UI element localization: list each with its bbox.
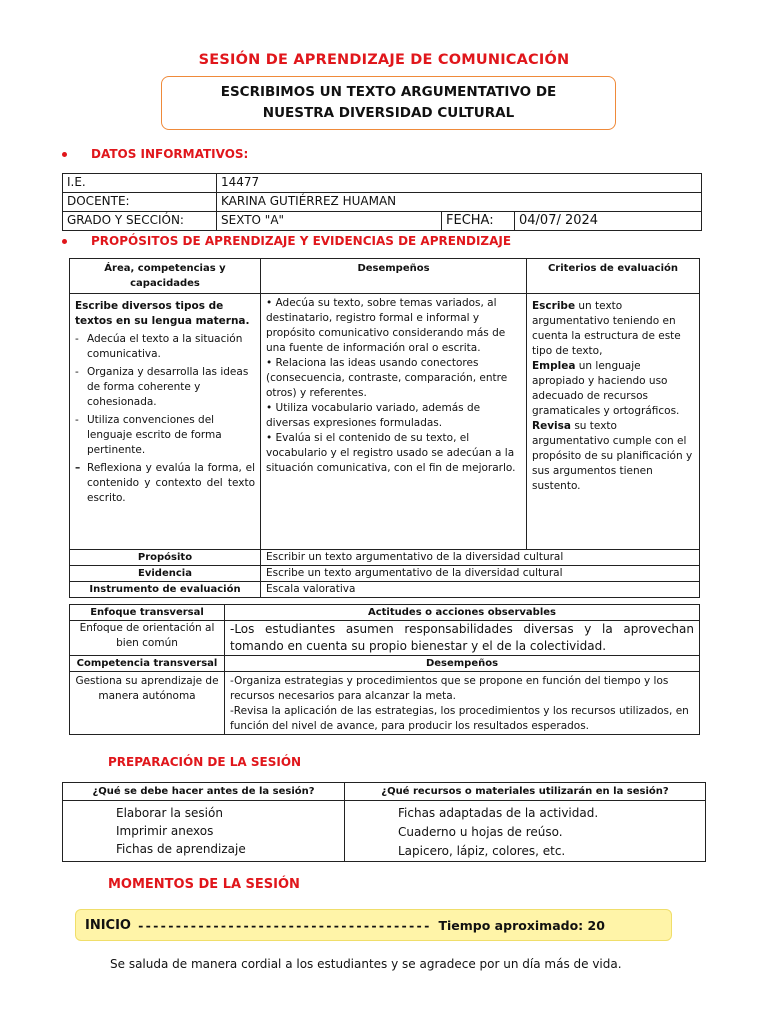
saludo-text: Se saluda de manera cordial a los estudiantes y se agradece por un día más de vida. <box>110 957 622 971</box>
criterio-item: Revisa su texto argumentativo cumple con el propósito de su planificación y sus argumentos tienen sustento. <box>532 420 693 492</box>
antes-item: Elaborar la sesión <box>116 806 223 820</box>
area-cell <box>70 294 261 550</box>
col-competencia-transversal: Competencia transversal <box>70 656 225 672</box>
desempenos-cell <box>261 294 527 550</box>
desempeno-item: • Relaciona las ideas usando conectores (consecuencia, contraste, comparación, entre otros) y referentes. <box>266 357 508 399</box>
col-desempenos: Desempeños <box>261 259 527 294</box>
enfoque-value: Enfoque de orientación al bien común <box>70 621 225 656</box>
session-title-box <box>161 76 616 130</box>
col-enfoque: Enfoque transversal <box>70 605 225 621</box>
proposito-label: Propósito <box>70 550 261 566</box>
preparacion-table <box>62 782 706 862</box>
docente-label: DOCENTE: <box>63 193 217 212</box>
desempeno-transversal-1: -Organiza estrategias y procedimientos que se propone en función del tiempo y los recursos necesarios para alcanzar la meta. <box>230 675 669 702</box>
enfoque-table <box>69 604 700 735</box>
competencia-text: Escribe diversos tipos de textos en su lengua materna. <box>75 300 250 327</box>
fecha-label: FECHA: <box>442 212 515 231</box>
col-criterios: Criterios de evaluación <box>527 259 700 294</box>
propositos-heading-text: PROPÓSITOS DE APRENDIZAJE Y EVIDENCIAS DE APRENDIZAJE <box>91 234 512 248</box>
antes-item: Imprimir anexos <box>116 824 214 838</box>
docente-value: KARINA GUTIÉRREZ HUAMAN <box>217 193 702 212</box>
capacidad-item: - Organiza y desarrolla las ideas de forma coherente y cohesionada. <box>75 365 255 410</box>
criterio-item: Escribe un texto argumentativo teniendo en cuenta la estructura de este tipo de texto, <box>532 300 681 357</box>
col-antes: ¿Qué se debe hacer antes de la sesión? <box>63 783 345 801</box>
capacidades-list <box>75 332 255 506</box>
competencia-transversal-value: Gestiona su aprendizaje de manera autónoma <box>70 672 225 735</box>
inicio-label: INICIO <box>85 917 131 933</box>
capacidad-item: - Adecúa el texto a la situación comunicativa. <box>75 332 255 362</box>
proposito-value: Escribir un texto argumentativo de la diversidad cultural <box>261 550 700 566</box>
evidencia-label: Evidencia <box>70 566 261 582</box>
recursos-cell <box>345 801 706 862</box>
recurso-item: Cuaderno u hojas de reúso. <box>398 825 563 839</box>
desempenos-transversal-value <box>225 672 700 735</box>
inicio-dashes: --------------------------------------- <box>136 917 431 933</box>
datos-heading <box>62 147 248 161</box>
actitudes-value: -Los estudiantes asumen responsabilidades diversas y la aprovechan tomando en cuenta su propio bienestar y el de la colectividad. <box>225 621 700 656</box>
momentos-heading-text: MOMENTOS DE LA SESIÓN <box>108 877 300 892</box>
datos-table <box>62 173 702 231</box>
inicio-bar <box>75 909 672 941</box>
instrumento-label: Instrumento de evaluación <box>70 582 261 598</box>
grado-label: GRADO Y SECCIÓN: <box>63 212 217 231</box>
bullet-icon <box>62 239 67 244</box>
inicio-tiempo: Tiempo aproximado: 20 <box>438 917 605 933</box>
preparacion-heading <box>108 755 301 769</box>
session-title-line-1: ESCRIBIMOS UN TEXTO ARGUMENTATIVO DE <box>220 84 557 100</box>
antes-cell <box>63 801 345 862</box>
antes-item: Fichas de aprendizaje <box>116 842 246 856</box>
fecha-value: 04/07/ 2024 <box>515 212 702 231</box>
desempeno-item: • Evalúa si el contenido de su texto, el vocabulario y el registro usado se adecúan a la situación comunicativa, con el fin de mejorarlo. <box>266 432 516 474</box>
desempeno-item: • Adecúa su texto, sobre temas variados, al destinatario, registro formal e informal y propósito comunicativo considerando más de una fuente de información oral o escrita. <box>266 297 506 354</box>
col-desempenos-transversal: Desempeños <box>225 656 700 672</box>
ie-value: 14477 <box>217 174 702 193</box>
datos-heading-text: DATOS INFORMATIVOS: <box>91 147 249 161</box>
document-title: SESIÓN DE APRENDIZAJE DE COMUNICACIÓN <box>198 52 570 68</box>
recurso-item: Fichas adaptadas de la actividad. <box>398 806 599 820</box>
capacidad-item: - Utiliza convenciones del lenguaje escrito de forma pertinente. <box>75 413 255 458</box>
col-area: Área, competencias y capacidades <box>70 259 261 294</box>
desempeno-transversal-2: -Revisa la aplicación de las estrategias, los procedimientos y los recursos utilizados, en función del nivel de avance, para producir los resultados esperados. <box>230 705 689 732</box>
col-actitudes: Actitudes o acciones observables <box>225 605 700 621</box>
capacidad-item: – Reflexiona y evalúa la forma, el contenido y contexto del texto escrito. <box>75 461 255 506</box>
bullet-icon <box>62 152 67 157</box>
propositos-table <box>69 258 700 598</box>
propositos-heading <box>62 234 511 248</box>
col-recursos: ¿Qué recursos o materiales utilizarán en la sesión? <box>345 783 706 801</box>
session-title-line-2: NUESTRA DIVERSIDAD CULTURAL <box>262 105 515 121</box>
ie-label: I.E. <box>63 174 217 193</box>
momentos-heading <box>108 877 300 892</box>
evidencia-value: Escribe un texto argumentativo de la diversidad cultural <box>261 566 700 582</box>
grado-value: SEXTO "A" <box>217 212 442 231</box>
criterio-item: Emplea un lenguaje apropiado y haciendo uso adecuado de recursos gramaticales y ortográficos. <box>532 360 680 417</box>
instrumento-value: Escala valorativa <box>261 582 700 598</box>
desempeno-item: • Utiliza vocabulario variado, además de diversas expresiones formuladas. <box>266 402 481 429</box>
recurso-item: Lapicero, lápiz, colores, etc. <box>398 844 566 858</box>
preparacion-heading-text: PREPARACIÓN DE LA SESIÓN <box>108 755 302 769</box>
criterios-cell <box>527 294 700 550</box>
